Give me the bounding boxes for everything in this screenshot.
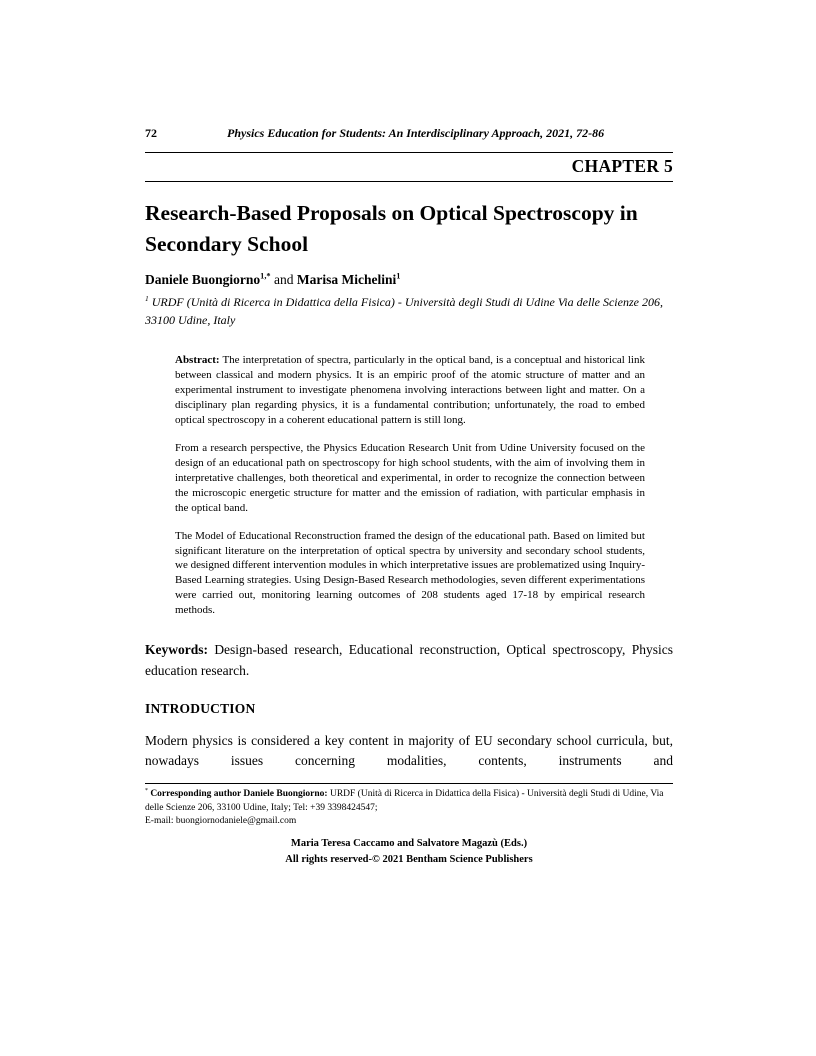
footer-rights-line: All rights reserved-© 2021 Bentham Science Publishers	[285, 854, 533, 866]
authors-connector: and	[270, 272, 297, 288]
chapter-title: Research-Based Proposals on Optical Spectroscopy in Secondary School	[145, 201, 638, 256]
affiliation-superscript: 1	[145, 294, 149, 304]
chapter-label: CHAPTER 5	[571, 156, 673, 176]
page-header	[145, 126, 673, 141]
abstract-paragraph-1	[175, 353, 645, 428]
abstract-section	[175, 353, 645, 618]
author-2-superscript: 1	[396, 271, 401, 281]
affiliation-line	[145, 293, 673, 329]
footnote-marker: *	[145, 788, 148, 795]
author-1-superscript: 1,*	[260, 271, 271, 281]
footnote-email: E-mail: buongiornodaniele@gmail.com	[145, 815, 297, 826]
authors-line	[145, 272, 673, 288]
introduction-paragraph: Modern physics is considered a key content in majority of EU secondary school curricula, but, nowadays issues concerning modalities, contents, instruments and	[145, 732, 673, 769]
footer-editors-line: Maria Teresa Caccamo and Salvatore Magazù (Eds.)	[290, 838, 528, 850]
affiliation-text: URDF (Unità di Ricerca in Didattica della Fisica) - Università degli Studi di Udine Via delle Scienze 206, 33100 Udine, Italy	[145, 295, 663, 328]
running-head: Physics Education for Students: An Interdisciplinary Approach, 2021, 72-86	[227, 126, 605, 140]
keywords-label: Keywords:	[145, 642, 208, 658]
chapter-rule	[145, 181, 673, 182]
abstract-paragraph-2: From a research perspective, the Physics Education Research Unit from Udine University focused on the design of an educational path on spectroscopy for high school students, with the aim of involving them in interpretative challenges, both theoretical and experimental, in order to recognize the connection between the microscopic energetic structure for matter and the emission of radiation, with particular emphasis in the optical band.	[175, 441, 645, 514]
footnote-line	[145, 788, 673, 815]
keywords-line	[145, 640, 673, 681]
page-number: 72	[145, 126, 157, 140]
introduction-heading: INTRODUCTION	[145, 700, 256, 716]
footnote-text: URDF (Unità di Ricerca in Didattica della Fisica) - Università degli Studi di Udine, Via delle Scienze 206, 33100 Udine, Italy; Tel: +39 3398424547;	[145, 789, 664, 813]
abstract-paragraph-1-text: The interpretation of spectra, particularly in the optical band, is a conceptual and historical link between classical and modern physics. It is an empiric proof of the atomic structure of matter and an experimental instrument to investigate phenomena involving interactions between light and matter. On a disciplinary plan regarding physics, it is a fundamental contribution; unfortunately, the road to embed optical spectroscopy in a coherent educational pattern is still long.	[175, 354, 645, 426]
keywords-text: Design-based research, Educational reconstruction, Optical spectroscopy, Physics education research.	[145, 642, 673, 678]
footnote-block	[145, 783, 673, 828]
author-2-name: Marisa Michelini	[296, 272, 397, 288]
publisher-footer	[145, 836, 673, 869]
author-1-name: Daniele Buongiorno	[145, 272, 261, 288]
abstract-label: Abstract:	[175, 354, 220, 367]
abstract-paragraph-3: The Model of Educational Reconstruction framed the design of the educational path. Based on limited but significant literature on the interpretation of optical spectra by university and secondary school students, we designed different intervention modules in which interpretative issues are problematized using Inquiry-Based Learning strategies. Using Design-Based Research methodologies, seven different experimentations were carried out, monitoring learning outcomes of 208 students aged 17-18 by empirical research methods.	[175, 529, 645, 617]
footnote-label: Corresponding author Daniele Buongiorno:	[150, 789, 328, 800]
